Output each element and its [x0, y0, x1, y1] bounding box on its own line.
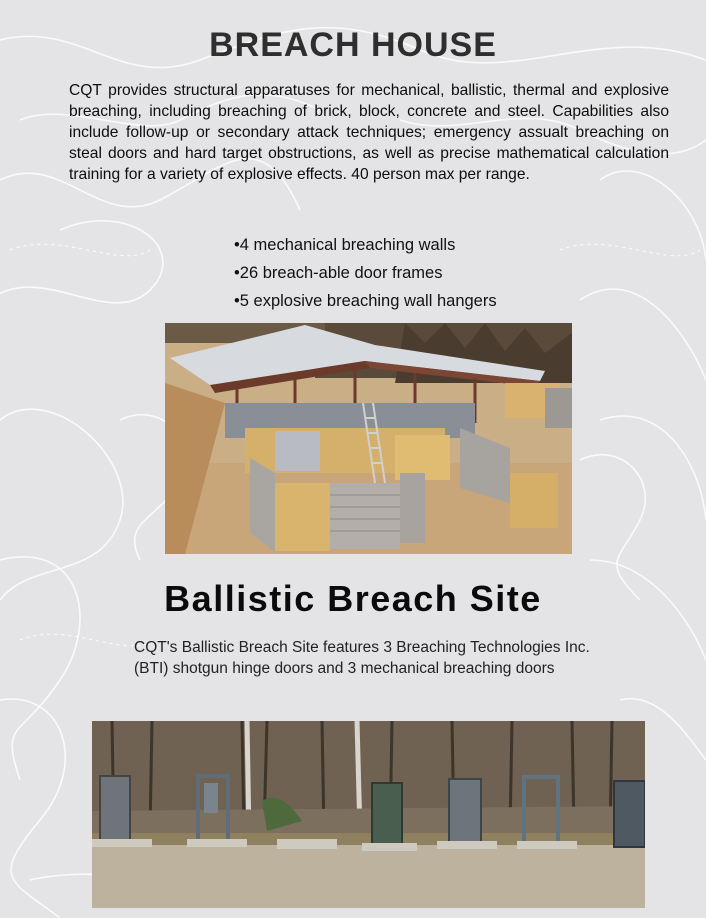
breach-house-description: CQT provides structural apparatuses for mechanical, ballistic, thermal and explosive breaching, including breaching of brick, block, concrete and steel. Capabilities also include follow-up or secondary attack techniques; emergency assualt breaching on steal doors and hard target obstructions, as well as precise mathematical calculation training for a variety of explosive effects. 40 person max per range.	[69, 82, 669, 183]
feature-item: • 4 mechanical breaching walls	[234, 231, 497, 259]
feature-item: • 26 breach-able door frames	[234, 259, 497, 287]
feature-item: • 5 explosive breaching wall hangers	[234, 287, 497, 315]
ballistic-breach-site-description: CQT's Ballistic Breach Site features 3 Breaching Technologies Inc. (BTI) shotgun hinge doors and 3 mechanical breaching doors	[134, 639, 590, 677]
ballistic-breach-site-title: Ballistic Breach Site	[164, 578, 542, 619]
breach-house-title: BREACH HOUSE	[209, 26, 497, 64]
breach-house-feature-list	[234, 231, 497, 315]
ballistic-breach-site-photo	[92, 721, 645, 908]
breach-house-photo	[165, 323, 572, 554]
